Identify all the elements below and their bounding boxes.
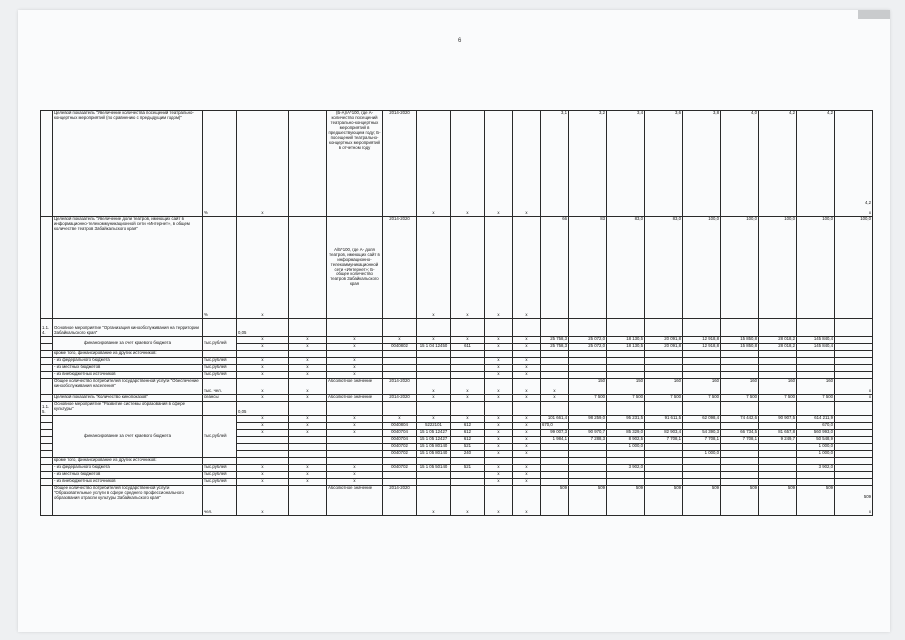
event-115-x: x (289, 479, 327, 486)
scanned-page (18, 10, 890, 632)
table-row (41, 358, 873, 365)
table-row (41, 472, 873, 479)
indicator-1-x4: x (513, 111, 541, 217)
indicator-2-value: 83 (569, 217, 607, 319)
event-115-x: x (513, 465, 541, 472)
event-114-cell: 25 072,0 (569, 337, 607, 344)
indicator-2-period: 2014-2020 (383, 217, 417, 319)
table-row (41, 486, 873, 516)
event-115-x: x (451, 486, 485, 516)
event-115-cell: 54 390,3 (683, 430, 721, 437)
event-115-cell: 8 902,5 (607, 437, 645, 444)
event-114-cell: x (485, 344, 513, 351)
event-114-cell: 15 850,8 (721, 337, 759, 344)
event-114-consumers-value: 160 (797, 379, 835, 395)
event-115-code: 1.1.5. (41, 402, 53, 416)
event-115-cell: 7 708,1 (645, 437, 683, 444)
table-row (41, 479, 873, 486)
event-114-x: x (513, 372, 541, 379)
indicator-1-value: 3,4 (607, 111, 645, 217)
event-115-csr-cell: 15 1 05 12427 (417, 430, 451, 437)
indicator-2-x4: x (513, 217, 541, 319)
event-114-fin-unit: тыс.рублей (203, 337, 237, 351)
event-114-cell: 20 091,8 (645, 337, 683, 344)
event-115-code-cell: 0040702 (383, 465, 417, 472)
indicator-1-value: 3,8 (683, 111, 721, 217)
event-114-x: x (513, 379, 541, 395)
event-115-x: x (485, 451, 513, 458)
event-115-cell: 7 288,3 (569, 437, 607, 444)
event-115-students-label: Общее количество потребителей государственной услуги "Образовательные услуги в сфере среднего профессионального образования отрасли культуры Забайкальского края" (53, 486, 203, 516)
event-114-abs-value: Абсолютное значение (327, 395, 383, 402)
table-row (41, 395, 873, 402)
table-row (41, 416, 873, 423)
event-114-x: x (513, 395, 541, 402)
event-114-unit: тыс.рублей (203, 365, 237, 372)
event-115-cell: 85 329,0 (607, 430, 645, 437)
indicator-2-formula: А/Б*100, где А- доля театров, имеющих сайт в информационно-телекоммуникационной сети «Интернет»; Б- общее количество театров Забайкальского края (327, 217, 383, 319)
indicator-1-value: 4,2 (865, 200, 871, 206)
event-115-cell: 91 611,5 (645, 416, 683, 423)
event-115-weight: 0,05 (237, 402, 289, 416)
indicator-1-x3: x (485, 111, 513, 217)
event-114-cell: 18 130,5 (607, 337, 645, 344)
event-114-consumers-value: 160 (759, 379, 797, 395)
event-115-x: x (237, 430, 289, 437)
indicator-1-x: x (237, 111, 289, 217)
table-row (41, 111, 873, 217)
event-115-cell: 7 708,1 (683, 437, 721, 444)
event-114-cell: 611 (451, 344, 485, 351)
event-114-cell: 25 758,3 (541, 344, 569, 351)
event-115-vr-cell: 612 (451, 437, 485, 444)
event-115-cell: 95 231,5 (607, 416, 645, 423)
indicator-1-value: 3,6 (645, 111, 683, 217)
event-115-last (835, 486, 873, 516)
event-115-x: x (417, 416, 451, 423)
indicator-2-value: 100,0 (721, 217, 759, 319)
event-115-cell: 670,0 (541, 423, 569, 430)
event-115-cell: 101 661,4 (541, 416, 569, 423)
event-114-films-value: 7 500 (721, 395, 759, 402)
indicator-1-formula: (Б-А)/А*100, где А- количество посещений театрально-концертных мероприятий в предшествующем году; Б-посещений театрально-концертных мероприятий в отчетном году (327, 111, 383, 217)
indicator-1-value: 4,2 (797, 111, 835, 217)
event-115-extra-label: - из внебюджетных источников (53, 479, 203, 486)
event-115-x: x (451, 416, 485, 423)
event-114-cell: 25 758,3 (541, 337, 569, 344)
event-114-cell: x (383, 337, 417, 344)
event-114-x: x (289, 365, 327, 372)
event-115-x: x (485, 472, 513, 479)
indicator-2-value: 83,0 (607, 217, 645, 319)
event-114-x: x (835, 395, 873, 402)
event-114-cell: x (513, 337, 541, 344)
indicator-1-x2: x (451, 111, 485, 217)
event-115-cell: 98 259,0 (569, 416, 607, 423)
event-114-cell: 145 840,4 (797, 337, 835, 344)
event-114-x: x (289, 379, 327, 395)
event-115-x: x (237, 472, 289, 479)
event-114-consumers-value: 150 (569, 379, 607, 395)
event-114-films-value: 7 500 (759, 395, 797, 402)
event-114-consumers-value: 160 (721, 379, 759, 395)
event-115-csr-cell: 15 1 05 50140 (417, 465, 451, 472)
event-115-students-value: 509 (683, 486, 721, 516)
event-115-x: x (485, 465, 513, 472)
event-114-cell: 25 072,0 (569, 344, 607, 351)
event-115-x: x (327, 423, 383, 430)
table-row (41, 458, 873, 465)
event-115-x: x (485, 423, 513, 430)
event-114-cell: 0040802 (383, 344, 417, 351)
table-row (41, 402, 873, 416)
event-115-students-value: 509 (759, 486, 797, 516)
event-114-extra-label: - из внебюджетных источников (53, 372, 203, 379)
event-115-x: x (237, 465, 289, 472)
event-115-vr-cell: 521 (451, 465, 485, 472)
event-115-x: x (327, 430, 383, 437)
event-115-cell: 90 907,5 (759, 416, 797, 423)
event-115-x: x (289, 465, 327, 472)
event-114-unit: тыс.рублей (203, 358, 237, 365)
event-115-students-value: 509 (645, 486, 683, 516)
indicator-1-x1: x (417, 111, 451, 217)
event-114-cell: x (327, 337, 383, 344)
indicator-1-value: 4,2 (759, 111, 797, 217)
event-114-x: x (417, 379, 451, 395)
event-114-x: x (835, 379, 873, 395)
event-115-x: x (237, 423, 289, 430)
event-115-csr-cell: 15 1 05 12427 (417, 437, 451, 444)
event-114-x: x (327, 372, 383, 379)
event-115-code-cell: 0040702 (383, 451, 417, 458)
event-114-cell: 28 018,2 (759, 337, 797, 344)
event-115-local-label: - из местных бюджетов (53, 472, 203, 479)
event-114-x: x (513, 365, 541, 372)
event-115-x: x (485, 430, 513, 437)
event-115-x: x (485, 437, 513, 444)
indicator-2-x: x (237, 217, 289, 319)
event-114-films-value: 7 500 (645, 395, 683, 402)
event-114-x: x (289, 358, 327, 365)
event-115-students-value: 509 (569, 486, 607, 516)
event-114-consumers-value: 160 (645, 379, 683, 395)
event-114-x: x (485, 395, 513, 402)
event-114-cell: x (289, 337, 327, 344)
event-115-total: 1 000,0 (797, 451, 835, 458)
event-115-code-cell: 0040702 (383, 444, 417, 451)
event-114-cell: x (451, 337, 485, 344)
event-115-cell: 3 902,0 (607, 465, 645, 472)
event-115-cell: 1 984,1 (541, 437, 569, 444)
event-114-code: 1.1.4. (41, 319, 53, 337)
indicator-1-value: 3,1 (541, 111, 569, 217)
event-114-name: Основное мероприятие "Организация кинообслуживания на территории Забайкальского края" (53, 319, 203, 337)
event-115-total: 670,0 (797, 423, 835, 430)
event-115-x: x (237, 416, 289, 423)
event-115-unit: тыс.рублей (203, 465, 237, 472)
event-114-federal-label: - из федерального бюджета (53, 358, 203, 365)
indicator-2-value: 66 (541, 217, 569, 319)
event-115-cell: 614 211,9 (797, 416, 835, 423)
event-115-x: x (327, 479, 383, 486)
event-115-x: x (383, 416, 417, 423)
event-114-cell: 145 840,4 (797, 344, 835, 351)
table-row (41, 351, 873, 358)
indicator-2-x3: x (485, 217, 513, 319)
event-115-x: x (485, 479, 513, 486)
event-115-code-cell: 0040804 (383, 423, 417, 430)
event-115-fin-unit: тыс.рублей (203, 416, 237, 458)
event-114-x: x (237, 365, 289, 372)
event-115-x: x (513, 451, 541, 458)
event-115-unit: тыс.рублей (203, 479, 237, 486)
event-114-cell: x (485, 337, 513, 344)
event-115-cell: 99 007,3 (541, 430, 569, 437)
event-115-cell: 1 000,0 (607, 444, 645, 451)
indicator-1-value: 3,2 (569, 111, 607, 217)
event-114-x: x (237, 372, 289, 379)
indicator-1-value: 4,0 (721, 111, 759, 217)
event-114-x: x (417, 395, 451, 402)
indicator-2-value: 100,0 (683, 217, 721, 319)
event-115-code-cell: 0040704 (383, 437, 417, 444)
event-114-x: x (237, 358, 289, 365)
event-114-films-value: 7 500 (569, 395, 607, 402)
event-115-cell: 66 734,5 (721, 430, 759, 437)
event-114-fin-label: финансирование за счет краевого бюджета (53, 337, 203, 351)
event-115-students-unit: чел. (203, 486, 237, 516)
event-114-cell: x (237, 344, 289, 351)
event-115-csr-cell: 15 1 05 80140 (417, 451, 451, 458)
event-115-x: x (513, 472, 541, 479)
event-115-x: x (289, 472, 327, 479)
event-115-vr-cell: 521 (451, 444, 485, 451)
program-indicators-table (40, 110, 873, 516)
indicator-1-period: 2014-2020 (383, 111, 417, 217)
event-115-period: 2014-2020 (383, 486, 417, 516)
event-114-weight: 0,05 (237, 319, 289, 337)
event-115-total: 50 548,9 (797, 437, 835, 444)
event-114-cell: 15 850,8 (721, 344, 759, 351)
event-115-x: x (327, 416, 383, 423)
table-row (41, 365, 873, 372)
event-115-x: x (513, 444, 541, 451)
event-115-x: x (513, 416, 541, 423)
event-114-consumers-unit: тыс. чел. (203, 379, 237, 395)
event-115-x: x (289, 423, 327, 430)
indicator-2-x1: x (417, 217, 451, 319)
event-114-films-value: 7 500 (797, 395, 835, 402)
event-114-films-unit: сеансы (203, 395, 237, 402)
event-114-x: x (289, 372, 327, 379)
event-115-other-label: кроме того, финансирование из других источников: (53, 458, 203, 465)
event-115-cell: 9 249,7 (759, 437, 797, 444)
event-115-x: x (485, 486, 513, 516)
event-114-cell: 20 091,8 (645, 344, 683, 351)
event-115-x: x (417, 486, 451, 516)
event-115-cell: 90 970,7 (569, 430, 607, 437)
event-114-x: x (485, 372, 513, 379)
indicator-2-x2: x (451, 217, 485, 319)
event-115-students-value: 509 (797, 486, 835, 516)
event-114-cell: 28 018,2 (759, 344, 797, 351)
event-115-vr-cell: 612 (451, 423, 485, 430)
event-115-x: x (485, 444, 513, 451)
event-114-x: x (541, 379, 569, 395)
indicator-2-name: Целевой показатель "Увеличение доли театров, имеющих сайт в информационно-телекоммуникационной сети «Интернет», в общем количестве театров Забайкальского края" (53, 217, 203, 319)
event-115-fin-label: финансирование за счет краевого бюджета (53, 416, 203, 458)
event-114-consumers-value: 150 (607, 379, 645, 395)
event-114-consumers-label: Общее количество потребителей государственной услуги "Обеспечение кинообслуживания населения" (53, 379, 203, 395)
event-114-cell: x (417, 337, 451, 344)
event-115-x: x (327, 472, 383, 479)
indicator-1-last-x: x (868, 210, 871, 216)
event-115-x: x (485, 416, 513, 423)
indicator-2-value: 83,0 (645, 217, 683, 319)
event-115-cell: 62 098,4 (683, 416, 721, 423)
indicator-1-last (835, 111, 873, 217)
event-114-x: x (451, 379, 485, 395)
event-115-x: x (513, 479, 541, 486)
event-115-x: x (289, 416, 327, 423)
event-114-abs-value: Абсолютное значение (327, 379, 383, 395)
event-114-x: x (451, 395, 485, 402)
indicator-2-value: 100,0 (797, 217, 835, 319)
event-114-local-label: - из местных бюджетов (53, 365, 203, 372)
event-114-cell: x (327, 344, 383, 351)
indicator-2-unit: % (203, 217, 237, 319)
event-115-x: x (327, 465, 383, 472)
event-114-x: x (237, 379, 289, 395)
event-114-x: x (541, 395, 569, 402)
event-115-name: Основное мероприятие "Развитие системы образования в сфере культуры" (53, 402, 203, 416)
event-115-x: x (868, 509, 871, 515)
table-row (41, 379, 873, 395)
event-115-vr-cell: 612 (451, 430, 485, 437)
table-row (41, 337, 873, 344)
event-114-x: x (237, 395, 289, 402)
event-114-period: 2014-2020 (383, 395, 417, 402)
event-115-csr-cell: 5222101 (417, 423, 451, 430)
event-115-x: x (237, 479, 289, 486)
event-114-unit: тыс.рублей (203, 372, 237, 379)
event-115-students-value: 509 (541, 486, 569, 516)
event-115-vr-cell: 240 (451, 451, 485, 458)
event-114-period: 2014-2020 (383, 379, 417, 395)
event-115-cell: 82 903,4 (645, 430, 683, 437)
event-114-x: x (485, 379, 513, 395)
event-115-x: x (513, 423, 541, 430)
indicator-2-value: 100,0 (835, 217, 873, 319)
event-114-cell: 12 918,8 (683, 344, 721, 351)
event-114-films-value: 7 500 (683, 395, 721, 402)
event-115-cell: 74 442,6 (721, 416, 759, 423)
event-114-cell: 12 918,8 (683, 337, 721, 344)
event-115-cell: 81 657,8 (759, 430, 797, 437)
event-115-total: 3 902,0 (797, 465, 835, 472)
indicator-1-name: Целевой показатель "Увеличение количества посещений театрально-концертных мероприятий (по сравнению с предыдущим годом)" (53, 111, 203, 217)
event-115-students-value: 509 (863, 494, 871, 500)
event-115-total: 560 993,0 (797, 430, 835, 437)
event-114-films-label: Целевой показатель "Количество кинопоказов" (53, 395, 203, 402)
event-115-abs-value: Абсолютное значение (327, 486, 383, 516)
event-115-code-cell: 0040704 (383, 430, 417, 437)
event-115-cell: 7 708,1 (721, 437, 759, 444)
table-row (41, 465, 873, 472)
event-115-students-value: 509 (721, 486, 759, 516)
event-115-csr-cell: 15 1 05 80140 (417, 444, 451, 451)
event-114-films-value: 7 500 (607, 395, 645, 402)
event-114-x: x (327, 358, 383, 365)
event-114-cell: 18 130,5 (607, 344, 645, 351)
table-row (41, 319, 873, 337)
event-114-cell: x (289, 344, 327, 351)
event-115-cell: 1 000,0 (683, 451, 721, 458)
table-row (41, 372, 873, 379)
event-114-cell: x (513, 344, 541, 351)
event-115-total: 1 000,0 (797, 444, 835, 451)
event-115-x: x (237, 486, 289, 516)
event-114-cell: 15 1 04 12450 (417, 344, 451, 351)
event-115-students-value: 509 (607, 486, 645, 516)
event-115-x: x (513, 430, 541, 437)
event-115-x: x (513, 437, 541, 444)
indicator-1-unit: % (203, 111, 237, 217)
event-114-x: x (513, 358, 541, 365)
event-114-cell: x (237, 337, 289, 344)
page-number: 6 (458, 38, 462, 44)
event-114-x: x (289, 395, 327, 402)
indicator-2-value: 100,0 (759, 217, 797, 319)
event-114-other-label: кроме того, финансирование из других источников: (53, 351, 203, 358)
table-row (41, 217, 873, 319)
event-115-x: x (289, 430, 327, 437)
event-115-unit: тыс.рублей (203, 472, 237, 479)
event-114-x: x (485, 358, 513, 365)
event-114-x: x (485, 365, 513, 372)
event-115-federal-label: - из федерального бюджета (53, 465, 203, 472)
event-114-consumers-value: 160 (683, 379, 721, 395)
scan-edge-mark (858, 10, 890, 19)
event-115-x: x (513, 486, 541, 516)
event-114-x: x (327, 365, 383, 372)
